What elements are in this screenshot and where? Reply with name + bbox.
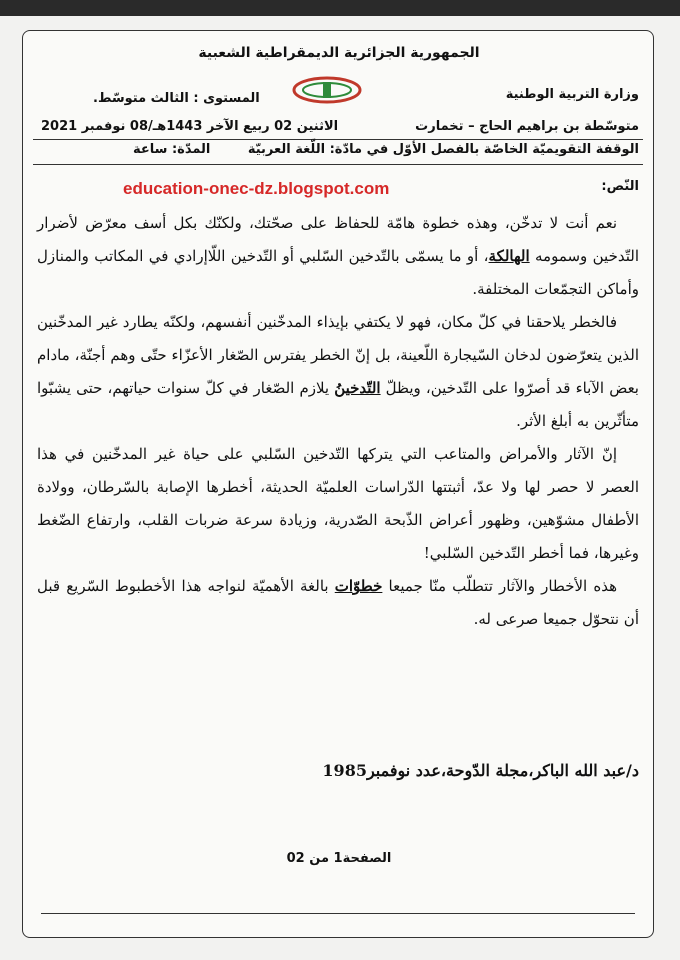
exam-title: الوقفة التقويميّة الخاصّة بالفصل الأوّل في مادّة: اللّغة العربيّة — [247, 142, 639, 157]
passage — [37, 207, 639, 636]
p4-underlined: خطوّات — [334, 577, 383, 595]
p2-underlined: التّدخينُ — [334, 379, 381, 397]
level-label: المستوى : الثالث متوسّط. — [93, 91, 260, 106]
bottom-divider — [41, 913, 635, 914]
p1-underlined: الهالكة — [488, 247, 530, 265]
p2-part-b: يلازم الصّغار في كلّ سنوات حياتهم، حتى يشبّوا متأثّرين به أبلغ الأثر. — [37, 379, 639, 430]
ministry-logo-icon — [291, 75, 363, 105]
exam-date: الاثنين 02 ربيع الآخر 1443هـ/08 نوفمبر 2021 — [41, 119, 339, 134]
ministry-name: وزارة التربية الوطنية — [505, 87, 639, 102]
exam-duration: المدّة: ساعة — [133, 142, 211, 157]
author-citation: د/عبد الله الباكر،مجلة الدّوحة،عدد نوفمبر1985 — [322, 761, 639, 780]
p1-part-b: ، أو ما يسمّى بالتّدخين السّلبي أو التّدخين اللّاإرادي في المكاتب والمنازل وأماكن التجمّعات المختلفة. — [37, 247, 639, 298]
p4-part-b: بالغة الأهميّة لنواجه هذا الأخطبوط السّريع قبل أن نتحوّل جميعا صرعى له. — [37, 577, 639, 628]
school-name: متوسّطة بن براهيم الحاج – تخمارت — [415, 119, 639, 134]
text-label: النّص: — [601, 179, 639, 194]
p1-part-a: نعم أنت لا تدخّن، وهذه خطوة هامّة للحفاظ على صحّتك، ولكنّك بكل أسف معرّض لأضرار التّدخين وسمومه — [37, 214, 639, 265]
paragraph-1 — [37, 207, 639, 306]
top-bar — [0, 0, 680, 16]
exam-title-row — [33, 139, 643, 165]
p2-part-a: فالخطر يلاحقنا في كلّ مكان، فهو لا يكتفي بإيذاء المدخّنين أنفسهم، ولكنّه يطارد غير المدخّنين الذين يتعرّضون لدخان السّيجارة اللّعينة، بل إنّ الخطر يفترس الصّغار الأعزّاء حتّى وهم أجنّة، مادام بعض الآباء قد أصرّوا على التّدخين، ويظلّ — [37, 313, 639, 397]
watermark-url: education-onec-dz.blogspot.com — [123, 179, 390, 198]
paragraph-3: إنّ الآثار والأمراض والمتاعب التي يتركها التّدخين السّلبي على حياة غير المدخّنين في هذا العصر لا حصر لها ولا عدّ، أثبتتها الدّراسات العلميّة الحديثة، أخطرها الإصابة بالسّرطان، وولادة الأطفال مشوّهين، وظهور أعراض الذّبحة الصّدرية، وزيادة سرعة ضربات القلب، وارتفاع الضّغط وغيرها، فما أخطر التّدخين السّلبي! — [37, 445, 639, 562]
paragraph-4 — [37, 570, 639, 636]
exam-page — [22, 30, 654, 938]
republic-title: الجمهورية الجزائرية الديمقراطية الشعبية — [198, 45, 480, 61]
paragraph-2 — [37, 306, 639, 438]
p4-part-a: هذه الأخطار والآثار تتطلّب منّا جميعا — [382, 577, 617, 595]
page-number: الصفحة1 من 02 — [286, 851, 392, 866]
